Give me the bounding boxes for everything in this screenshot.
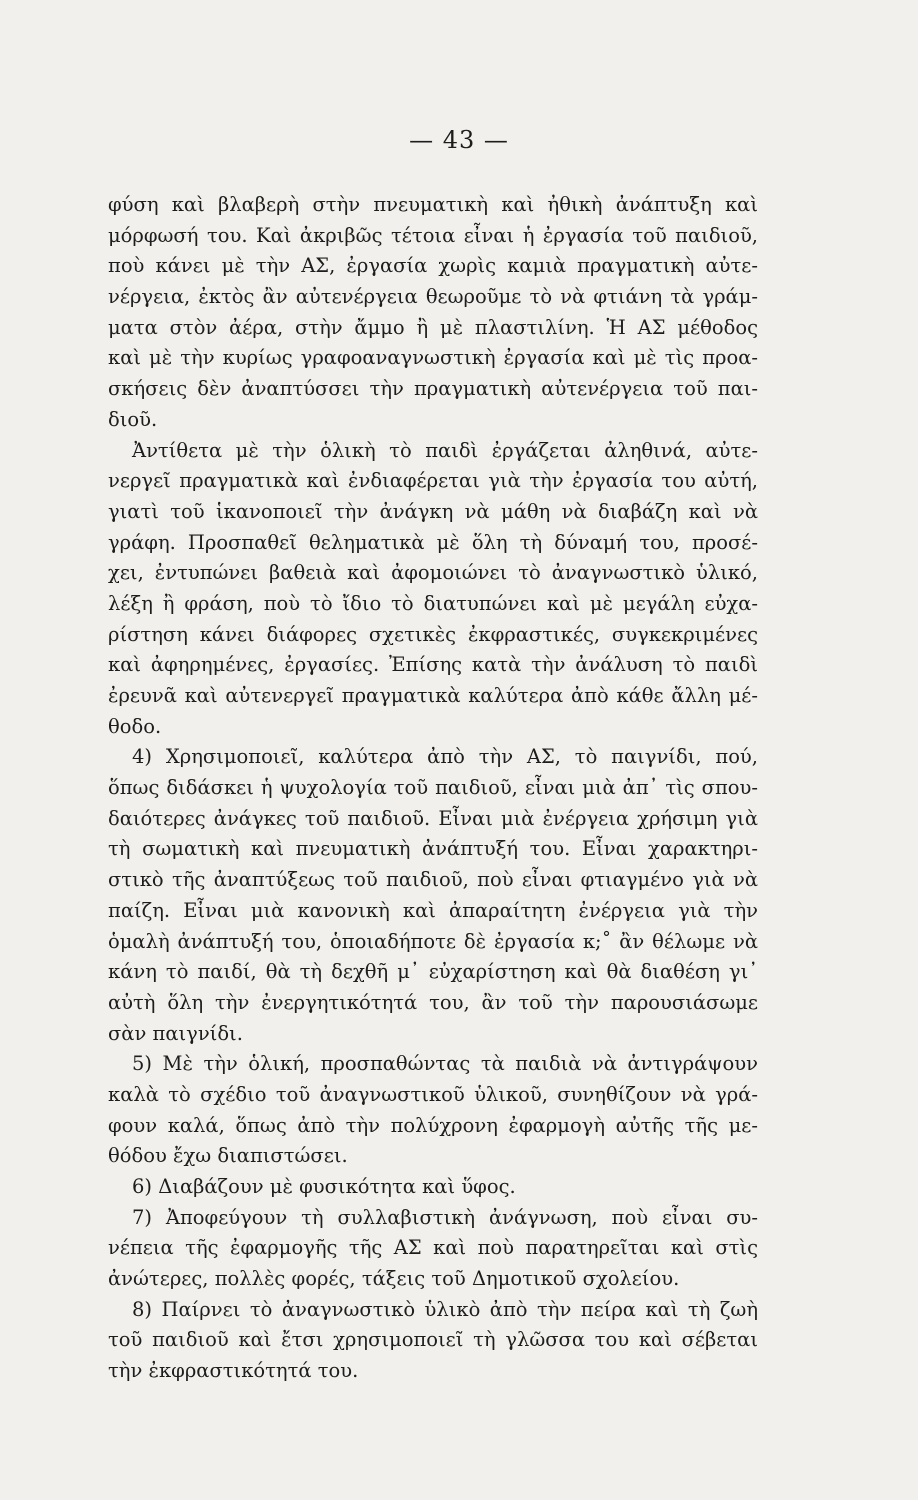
text-line: 4) Χρησιμοποιεῖ, καλύτερα ἀπὸ τὴν ΑΣ, τὸ παιγνίδι, πού,	[132, 745, 758, 769]
text-line: 5) Μὲ τὴν ὁλική, προσπαθώντας τὰ παιδιὰ νὰ ἀντιγράψουν	[132, 1052, 758, 1076]
text-line: καλὰ τὸ σχέδιο τοῦ ἀναγνωστικοῦ ὑλικοῦ, συνηθίζουν νὰ γρά-	[108, 1082, 758, 1106]
body-text	[108, 190, 758, 1387]
text-line: ρίστηση κάνει διάφορες σχετικὲς ἐκφραστικές, συγκεκριμένες	[108, 622, 758, 646]
text-line: ὅπως διδάσκει ἡ ψυχολογία τοῦ παιδιοῦ, εἶναι μιὰ ἀπ᾽ τὶς σπου-	[108, 776, 758, 800]
text-line: καὶ ἀφηρημένες, ἐργασίες. Ἐπίσης κατὰ τὴν ἀνάλυση τὸ παιδὶ	[108, 653, 758, 677]
text-line: νεργεῖ πραγματικὰ καὶ ἐνδιαφέρεται γιὰ τὴν ἐργασία του αὐτή,	[108, 469, 758, 493]
text-line: φύση καὶ βλαβερὴ στὴν πνευματικὴ καὶ ἠθικὴ ἀνάπτυξη καὶ	[108, 193, 758, 216]
text-line: γράφη. Προσπαθεῖ θεληματικὰ μὲ ὅλη τὴ δύναμή του, προσέ-	[108, 530, 758, 554]
text-line: κάνη τὸ παιδί, θὰ τὴ δεχθῆ μ᾽ εὐχαρίστηση καὶ θὰ διαθέση γι᾽	[108, 960, 758, 984]
text-line: ὁμαλὴ ἀνάπτυξή του, ὁποιαδήποτε δὲ ἐργασία κ;˚ ἂν θέλωμε νὰ	[108, 929, 758, 953]
page-number: — 43 —	[409, 126, 509, 154]
text-line: μόρφωσή του. Καὶ ἀκριβῶς τέτοια εἶναι ἡ ἐργασία τοῦ παιδιοῦ,	[108, 223, 758, 247]
text-line: διοῦ.	[108, 407, 158, 431]
text-line: θοδο.	[108, 714, 162, 738]
text-line: ποὺ κάνει μὲ τὴν ΑΣ, ἐργασία χωρὶς καμιὰ πραγματικὴ αὐτε-	[108, 254, 758, 278]
text-line: τοῦ παιδιοῦ καὶ ἔτσι χρησιμοποιεῖ τὴ γλῶσσα του καὶ σέβεται	[108, 1328, 758, 1352]
text-line: 6) Διαβάζουν μὲ φυσικότητα καὶ ὕφος.	[132, 1175, 516, 1198]
text-line: δαιότερες ἀνάγκες τοῦ παιδιοῦ. Εἶναι μιὰ ἐνέργεια χρήσιμη γιὰ	[108, 806, 758, 830]
text-line: ἐρευνᾶ καὶ αὐτενεργεῖ πραγματικὰ καλύτερα ἀπὸ κάθε ἄλλη μέ-	[108, 684, 758, 707]
text-line: στικὸ τῆς ἀναπτύξεως τοῦ παιδιοῦ, ποὺ εἶναι φτιαγμένο γιὰ νὰ	[108, 868, 758, 892]
text-line: ματα στὸν ἀέρα, στὴν ἄμμο ἢ μὲ πλαστιλίνη. Ἡ ΑΣ μέθοδος	[108, 315, 758, 339]
text-line: καὶ μὲ τὴν κυρίως γραφοαναγνωστικὴ ἐργασία καὶ μὲ τὶς προα-	[108, 346, 758, 370]
text-line: σκήσεις δὲν ἀναπτύσσει τὴν πραγματικὴ αὐτενέργεια τοῦ παι-	[108, 377, 758, 401]
text-line: Ἀντίθετα μὲ τὴν ὁλικὴ τὸ παιδὶ ἐργάζεται ἀληθινά, αὐτε-	[132, 438, 758, 462]
text-line: τὴ σωματικὴ καὶ πνευματικὴ ἀνάπτυξή του. Εἶναι χαρακτηρι-	[108, 837, 758, 861]
text-line: αὐτὴ ὅλη τὴν ἐνεργητικότητά του, ἂν τοῦ τὴν παρουσιάσωμε	[108, 990, 758, 1014]
text-line: 7) Ἀποφεύγουν τὴ συλλαβιστικὴ ἀνάγνωση, ποὺ εἶναι συ-	[132, 1205, 758, 1229]
text-line: νέργεια, ἐκτὸς ἂν αὐτενέργεια θεωροῦμε τὸ νὰ φτιάνη τὰ γράμ-	[108, 285, 758, 309]
text-line: παίζη. Εἶναι μιὰ κανονικὴ καὶ ἀπαραίτητη ἐνέργεια γιὰ τὴν	[108, 898, 758, 922]
text-line: ἀνώτερες, πολλὲς φορές, τάξεις τοῦ Δημοτικοῦ σχολείου.	[108, 1267, 680, 1291]
text-line: τὴν ἐκφραστικότητά του.	[108, 1359, 359, 1383]
text-line: σὰν παιγνίδι.	[108, 1021, 243, 1045]
text-line: χει, ἐντυπώνει βαθειὰ καὶ ἀφομοιώνει τὸ ἀναγνωστικὸ ὑλικό,	[108, 561, 758, 585]
text-line: λέξη ἢ φράση, ποὺ τὸ ἴδιο τὸ διατυπώνει καὶ μὲ μεγάλη εὐχα-	[108, 591, 758, 615]
text-line: θόδου ἔχω διαπιστώσει.	[108, 1144, 348, 1168]
text-line: γιατὶ τοῦ ἱκανοποιεῖ τὴν ἀνάγκη νὰ μάθη νὰ διαβάζη καὶ νὰ	[108, 499, 758, 523]
text-line: νέπεια τῆς ἐφαρμογῆς τῆς ΑΣ καὶ ποὺ παρατηρεῖται καὶ στὶς	[108, 1236, 758, 1260]
text-line: φουν καλά, ὅπως ἀπὸ τὴν πολύχρονη ἐφαρμογὴ αὐτῆς τῆς με-	[108, 1113, 758, 1137]
text-line: 8) Παίρνει τὸ ἀναγνωστικὸ ὑλικὸ ἀπὸ τὴν πείρα καὶ τὴ ζωὴ	[132, 1297, 758, 1321]
